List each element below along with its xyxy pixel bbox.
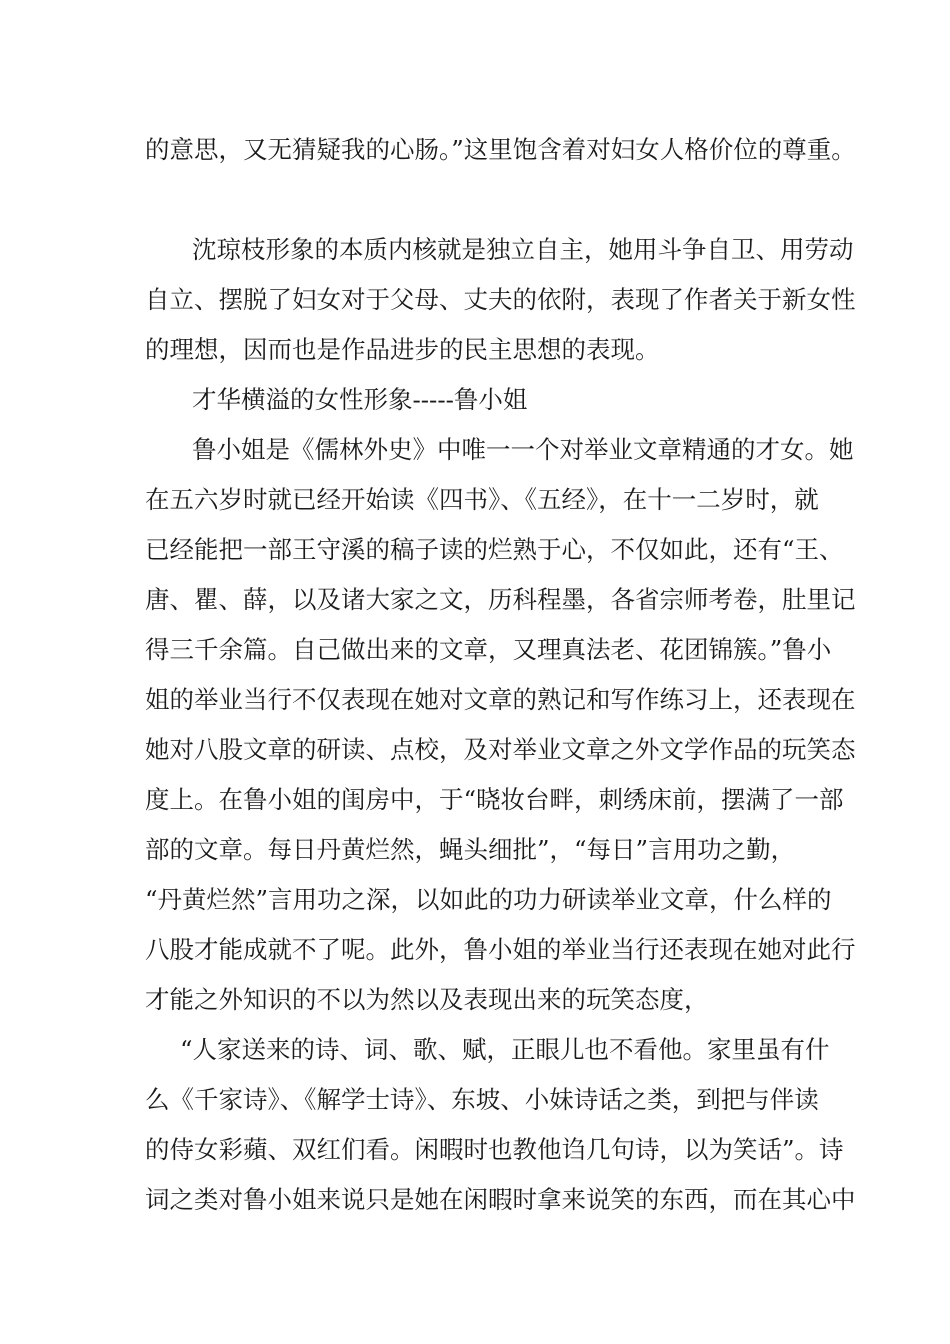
text-line: 得三千余篇。自己做出来的文章，又理真法老、花团锦簇。”鲁小 <box>145 635 832 664</box>
text-line: 么《千家诗》、《解学士诗》、东坡、小妹诗话之类，到把与伴读 <box>145 1085 819 1114</box>
text-line: 鲁小姐是《儒林外史》中唯一一个对举业文章精通的才女。她 <box>192 435 854 464</box>
text-line: 词之类对鲁小姐来说只是她在闲暇时拿来说笑的东西，而在其心中 <box>145 1185 856 1214</box>
text-line: 姐的举业当行不仅表现在她对文章的熟记和写作练习上，还表现在 <box>145 685 856 714</box>
text-line: 才能之外知识的不以为然以及表现出来的玩笑态度， <box>145 985 709 1014</box>
text-line: 的侍女彩蘋、双红们看。闲暇时也教他诌几句诗，以为笑话”。诗 <box>145 1135 844 1164</box>
text-line: 在五六岁时就已经开始读《四书》、《五经》，在十一二岁时，就 <box>145 485 819 514</box>
text-line: 度上。在鲁小姐的闺房中，于“晓妆台畔，刺绣床前，摆满了一部 <box>145 785 844 814</box>
text-line: 唐、瞿、薛，以及诸大家之文，历科程墨，各省宗师考卷，肚里记 <box>145 585 856 614</box>
text-line: 她对八股文章的研读、点校，及对举业文章之外文学作品的玩笑态 <box>145 735 856 764</box>
text-line: 已经能把一部王守溪的稿子读的烂熟于心，不仅如此，还有“王、 <box>145 535 844 564</box>
text-line: 部的文章。每日丹黄烂然，蝇头细批”，“每日”言用功之勤， <box>145 835 796 864</box>
text-line: “丹黄烂然”言用功之深，以如此的功力研读举业文章，什么样的 <box>145 885 832 914</box>
section-heading: 才华横溢的女性形象-----鲁小姐 <box>192 385 528 414</box>
text-line: 的意思，又无猜疑我的心肠。”这里饱含着对妇女人格价位的尊重。 <box>145 135 856 164</box>
text-line: 的理想，因而也是作品进步的民主思想的表现。 <box>145 335 660 364</box>
text-line: 八股才能成就不了呢。此外，鲁小姐的举业当行还表现在她对此行 <box>145 935 856 964</box>
text-line: 自立、摆脱了妇女对于父母、丈夫的依附，表现了作者关于新女性 <box>145 285 856 314</box>
text-line: 沈琼枝形象的本质内核就是独立自主，她用斗争自卫、用劳动 <box>192 235 854 264</box>
text-line: “人家送来的诗、词、歌、赋，正眼儿也不看他。家里虽有什 <box>180 1035 830 1064</box>
